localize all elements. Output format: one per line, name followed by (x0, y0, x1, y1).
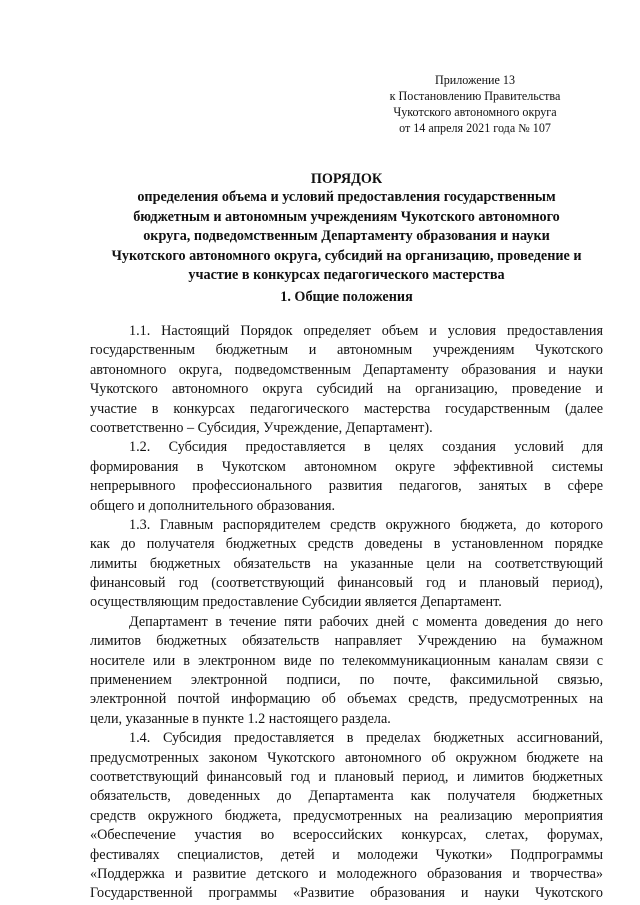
document-title: ПОРЯДОК (310, 171, 383, 187)
paragraph-line: соответственно – Субсидия, Учреждение, Департамент). (90, 419, 433, 436)
paragraph-line: 1.2. Субсидия предоставляется в целях создания условий для (129, 439, 603, 456)
subtitle-line: определения объема и условий предоставления государственным (137, 189, 556, 205)
paragraph-line: непрерывного профессионального развития педагогов, занятых в сфере (90, 478, 603, 495)
paragraph (90, 613, 603, 729)
paragraph (90, 516, 603, 613)
paragraph-line: лимитов бюджетных обязательств направляет Учреждению на бумажном (90, 633, 603, 650)
document-subtitle (90, 188, 603, 286)
paragraph (90, 438, 603, 516)
subtitle-line: участие в конкурсах педагогического мастерства (188, 267, 505, 283)
paragraph-line: Государственной программы «Развитие образования и науки Чукотского (90, 885, 603, 902)
paragraph-line: применением электронной подписи, по почте, факсимильной связью, (90, 672, 603, 689)
paragraph (90, 729, 603, 904)
appendix-line: от 14 апреля 2021 года № 107 (399, 121, 551, 135)
section-heading: 1. Общие положения (280, 289, 413, 305)
paragraph-line: 1.3. Главным распорядителем средств окружного бюджета, до которого (129, 516, 603, 533)
appendix-line: Чукотского автономного округа (393, 105, 557, 119)
paragraph-line: финансовый год (соответствующий финансовый год и плановый период), (90, 575, 603, 592)
subtitle-line: округа, подведомственным Департаменту образования и науки (143, 228, 550, 244)
paragraph-line: носителе или в электронном виде по телекоммуникационным каналам связи с (90, 652, 603, 669)
paragraph (90, 322, 603, 438)
paragraph-line: участие в конкурсах педагогического мастерства государственным (далее (90, 400, 603, 417)
paragraph-line: формирования в Чукотском автономном округе эффективной системы (90, 458, 603, 475)
appendix-reference (372, 72, 578, 136)
paragraph-line: цели, указанные в пункте 1.2 настоящего раздела. (90, 710, 391, 727)
paragraph-line: Департамент в течение пяти рабочих дней с момента доведения до него (129, 613, 603, 630)
paragraph-line: 1.4. Субсидия предоставляется в пределах бюджетных ассигнований, (129, 730, 603, 747)
paragraph-line: «Обеспечение участия во всероссийских конкурсах, слетах, форумах, (90, 827, 603, 844)
paragraph-line: фестивалях специалистов, детей и молодежи Чукотки» Подпрограммы (90, 846, 603, 863)
paragraph-line: соответствующий финансовый год и плановый период, и лимитов бюджетных (90, 768, 603, 785)
paragraph-line: автономного округа, подведомственным Департаменту образования и науки (90, 361, 603, 378)
appendix-line: к Постановлению Правительства (389, 89, 561, 103)
paragraph-line: общего и дополнительного образования. (90, 497, 336, 514)
appendix-line: Приложение 13 (434, 73, 516, 87)
document-body (90, 322, 603, 904)
paragraph-line: лимиты бюджетных обязательств на указанные цели на соответствующий (90, 555, 603, 572)
paragraph-line: предусмотренных законом Чукотского автономного об окружном бюджете на (90, 749, 603, 766)
paragraph-line: как до получателя бюджетных средств доведены в установленном порядке (90, 536, 603, 553)
paragraph-line: осуществляющим предоставление Субсидии является Департамент. (90, 594, 502, 611)
paragraph-line: государственным бюджетным и автономным учреждениям Чукотского (90, 342, 603, 359)
paragraph-line: обязательств, доведенных до Департамента как получателя бюджетных (90, 788, 603, 805)
subtitle-line: Чукотского автономного округа, субсидий на организацию, проведение и (111, 247, 582, 264)
paragraph-line: Чукотского автономного округа субсидий на организацию, проведение и (90, 381, 603, 398)
paragraph-line: средств окружного бюджета, предусмотренных на реализацию мероприятия (90, 807, 603, 824)
title-block (90, 171, 603, 286)
paragraph-line: 1.1. Настоящий Порядок определяет объем и условия предоставления (129, 323, 603, 339)
subtitle-line: бюджетным и автономным учреждениям Чукотского автономного (133, 208, 560, 225)
paragraph-line: электронной почтой информацию об объемах средств, предусмотренных на (90, 691, 603, 708)
paragraph-line: «Поддержка и развитие детского и молодежного образования и творчества» (90, 865, 603, 882)
